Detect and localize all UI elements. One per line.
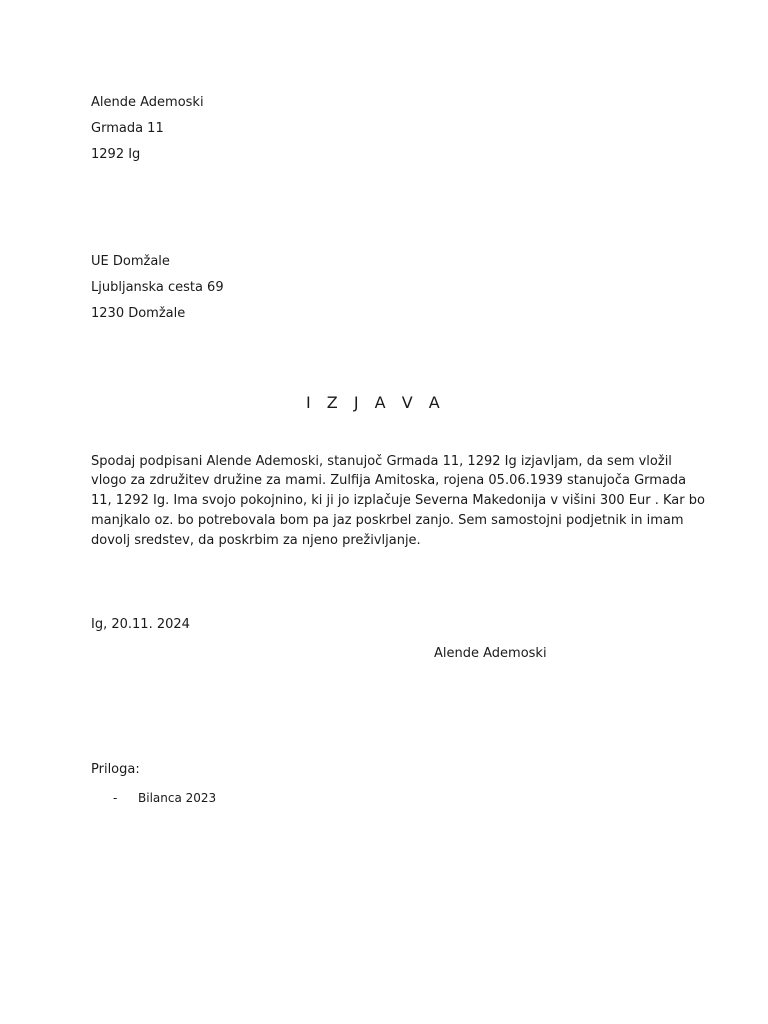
document-title: I Z J A V A: [306, 393, 446, 412]
statement-body: [91, 452, 705, 551]
attachment-text: Bilanca 2023: [138, 791, 217, 805]
signature-name: Alende Ademoski: [434, 646, 547, 661]
list-bullet: -: [113, 791, 118, 805]
place-date: Ig, 20.11. 2024: [91, 617, 190, 632]
recipient-name: UE Domžale: [91, 254, 170, 269]
recipient-street: Ljubljanska cesta 69: [91, 280, 224, 295]
statement-line: dovolj sredstev, da poskrbim za njeno preživljanje.: [91, 533, 421, 548]
statement-line: vlogo za združitev družine za mami. Zulfija Amitoska, rojena 05.06.1939 stanujoča Grmada: [91, 473, 687, 488]
statement-line: Spodaj podpisani Alende Ademoski, stanujoč Grmada 11, 1292 Ig izjavljam, da sem vložil: [91, 454, 672, 469]
sender-name: Alende Ademoski: [91, 95, 204, 110]
attachments-label: Priloga:: [91, 762, 140, 777]
statement-line: manjkalo oz. bo potrebovala bom pa jaz poskrbel zanjo. Sem samostojni podjetnik in imam: [91, 513, 684, 528]
recipient-city: 1230 Domžale: [91, 306, 186, 321]
attachment-item: [113, 790, 216, 806]
sender-street: Grmada 11: [91, 121, 164, 136]
sender-city: 1292 Ig: [91, 147, 141, 162]
statement-line: 11, 1292 Ig. Ima svojo pokojnino, ki ji jo izplačuje Severna Makedonija v višini 300 Eur . Kar bo: [91, 493, 705, 508]
